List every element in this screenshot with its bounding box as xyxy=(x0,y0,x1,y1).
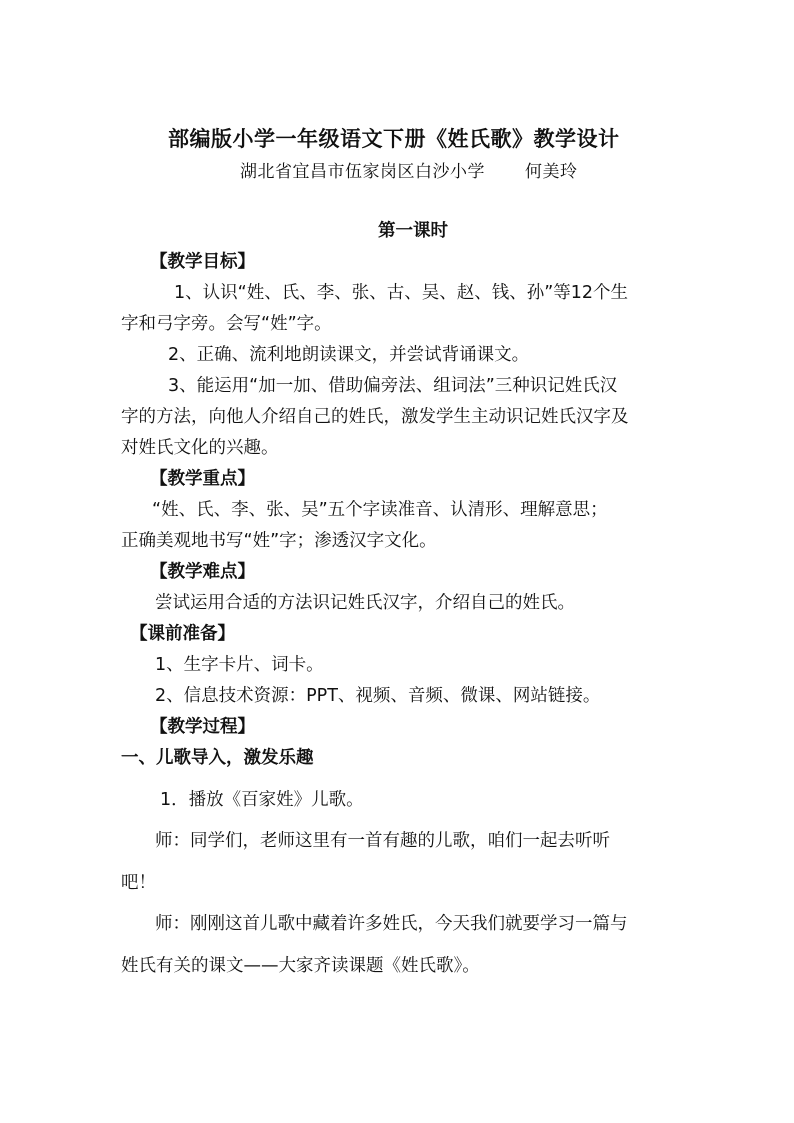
objectives-heading: 【教学目标】 xyxy=(150,252,255,272)
preparation-heading: 【课前准备】 xyxy=(130,624,235,644)
part-one-heading: 一、儿歌导入，激发乐趣 xyxy=(121,748,314,768)
preparation-2: 2、信息技术资源：PPT、视频、音频、微课、网站链接。 xyxy=(155,686,601,706)
teacher-2-line2: 姓氏有关的课文——大家齐读课题《姓氏歌》。 xyxy=(121,956,480,976)
objective-3-line1: 3、能运用“加一加、借助偏旁法、组词法”三种识记姓氏汉 xyxy=(168,376,618,396)
objective-3-line3: 对姓氏文化的兴趣。 xyxy=(121,438,279,458)
difficulties-heading: 【教学难点】 xyxy=(150,562,255,582)
teacher-1-line2: 吧！ xyxy=(121,873,156,893)
author-line xyxy=(240,161,578,183)
step-1: 1．播放《百家姓》儿歌。 xyxy=(160,790,364,810)
objective-1-line2: 字和弓字旁。会写“姓”字。 xyxy=(121,314,332,334)
objective-3-line2: 字的方法，向他人介绍自己的姓氏，激发学生主动识记姓氏汉字及 xyxy=(121,407,629,427)
document-title: 部编版小学一年级语文下册《姓氏歌》教学设计 xyxy=(168,127,620,151)
key-points-line1: “姓、氏、李、张、吴”五个字读准音、认清形、理解意思； xyxy=(152,500,608,520)
key-points-line2: 正确美观地书写“姓”字；渗透汉字文化。 xyxy=(121,531,437,551)
process-heading: 【教学过程】 xyxy=(150,717,255,737)
author-school: 湖北省宜昌市伍家岗区白沙小学 xyxy=(240,162,485,182)
preparation-1: 1、生字卡片、词卡。 xyxy=(155,655,324,675)
author-name: 何美玲 xyxy=(525,162,578,182)
objective-2: 2、正确、流利地朗读课文，并尝试背诵课文。 xyxy=(168,345,530,365)
lesson-heading: 第一课时 xyxy=(378,221,448,241)
objective-1-line1: 1、认识“姓、氏、李、张、古、吴、赵、钱、孙”等12个生 xyxy=(174,283,629,303)
difficulties-text: 尝试运用合适的方法识记姓氏汉字，介绍自己的姓氏。 xyxy=(155,593,575,613)
key-points-heading: 【教学重点】 xyxy=(150,469,255,489)
teacher-2-line1: 师：刚刚这首儿歌中藏着许多姓氏，今天我们就要学习一篇与 xyxy=(155,914,628,934)
teacher-1-line1: 师：同学们，老师这里有一首有趣的儿歌，咱们一起去听听 xyxy=(155,831,610,851)
